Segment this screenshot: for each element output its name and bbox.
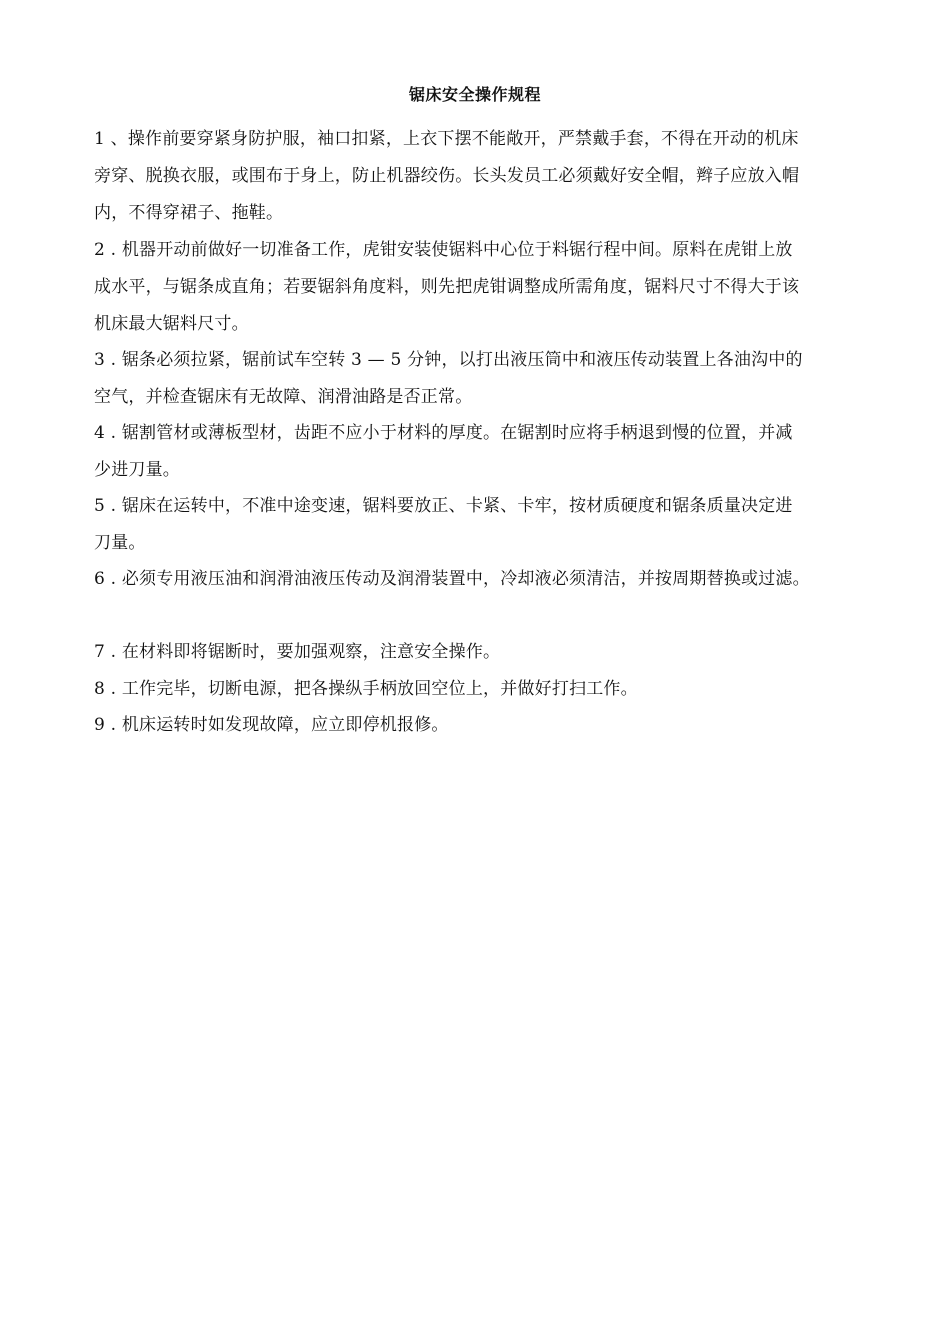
rule-3-line-2: 空气，并检查锯床有无故障、润滑油路是否正常。 [94, 387, 473, 407]
rule-8-line-1: 8 . 工作完毕，切断电源，把各操纵手柄放回空位上，并做好打扫工作。 [94, 679, 638, 699]
rule-4-line-1: 4 . 锯割管材或薄板型材，齿距不应小于材料的厚度。在锯割时应将手柄退到慢的位置，并减 [94, 423, 793, 443]
rule-2-line-3: 机床最大锯料尺寸。 [94, 314, 249, 334]
rule-7-line-1: 7 . 在材料即将锯断时，要加强观察，注意安全操作。 [94, 642, 501, 662]
rule-9-line-1: 9 . 机床运转时如发现故障，应立即停机报修。 [94, 715, 449, 735]
rule-3-line-1: 3 . 锯条必须拉紧，锯前试车空转 3 — 5 分钟，以打出液压筒中和液压传动装置上各油沟中的 [94, 350, 803, 370]
rule-5-line-2: 刀量。 [94, 533, 146, 553]
rule-2-line-2: 成水平，与锯条成直角；若要锯斜角度料，则先把虎钳调整成所需角度，锯料尺寸不得大于该 [94, 277, 800, 297]
rule-4-line-2: 少进刀量。 [94, 460, 180, 480]
rule-5-line-1: 5 . 锯床在运转中，不准中途变速，锯料要放正、卡紧、卡牢，按材质硬度和锯条质量决定进 [94, 496, 793, 516]
rule-1-line-3: 内，不得穿裙子、拖鞋。 [94, 203, 284, 223]
rule-1-line-1: 1 、操作前要穿紧身防护服，袖口扣紧，上衣下摆不能敞开，严禁戴手套，不得在开动的机床 [94, 129, 799, 149]
rule-1-line-2: 旁穿、脱换衣服，或围布于身上，防止机器绞伤。长头发员工必须戴好安全帽，辫子应放入帽 [94, 166, 800, 186]
rule-6-line-1: 6 . 必须专用液压油和润滑油液压传动及润滑装置中，冷却液必须清洁，并按周期替换或过滤。 [94, 569, 810, 589]
document-title: 锯床安全操作规程 [408, 85, 541, 104]
rule-2-line-1: 2 . 机器开动前做好一切准备工作，虎钳安装使锯料中心位于料锯行程中间。原料在虎钳上放 [94, 240, 793, 260]
